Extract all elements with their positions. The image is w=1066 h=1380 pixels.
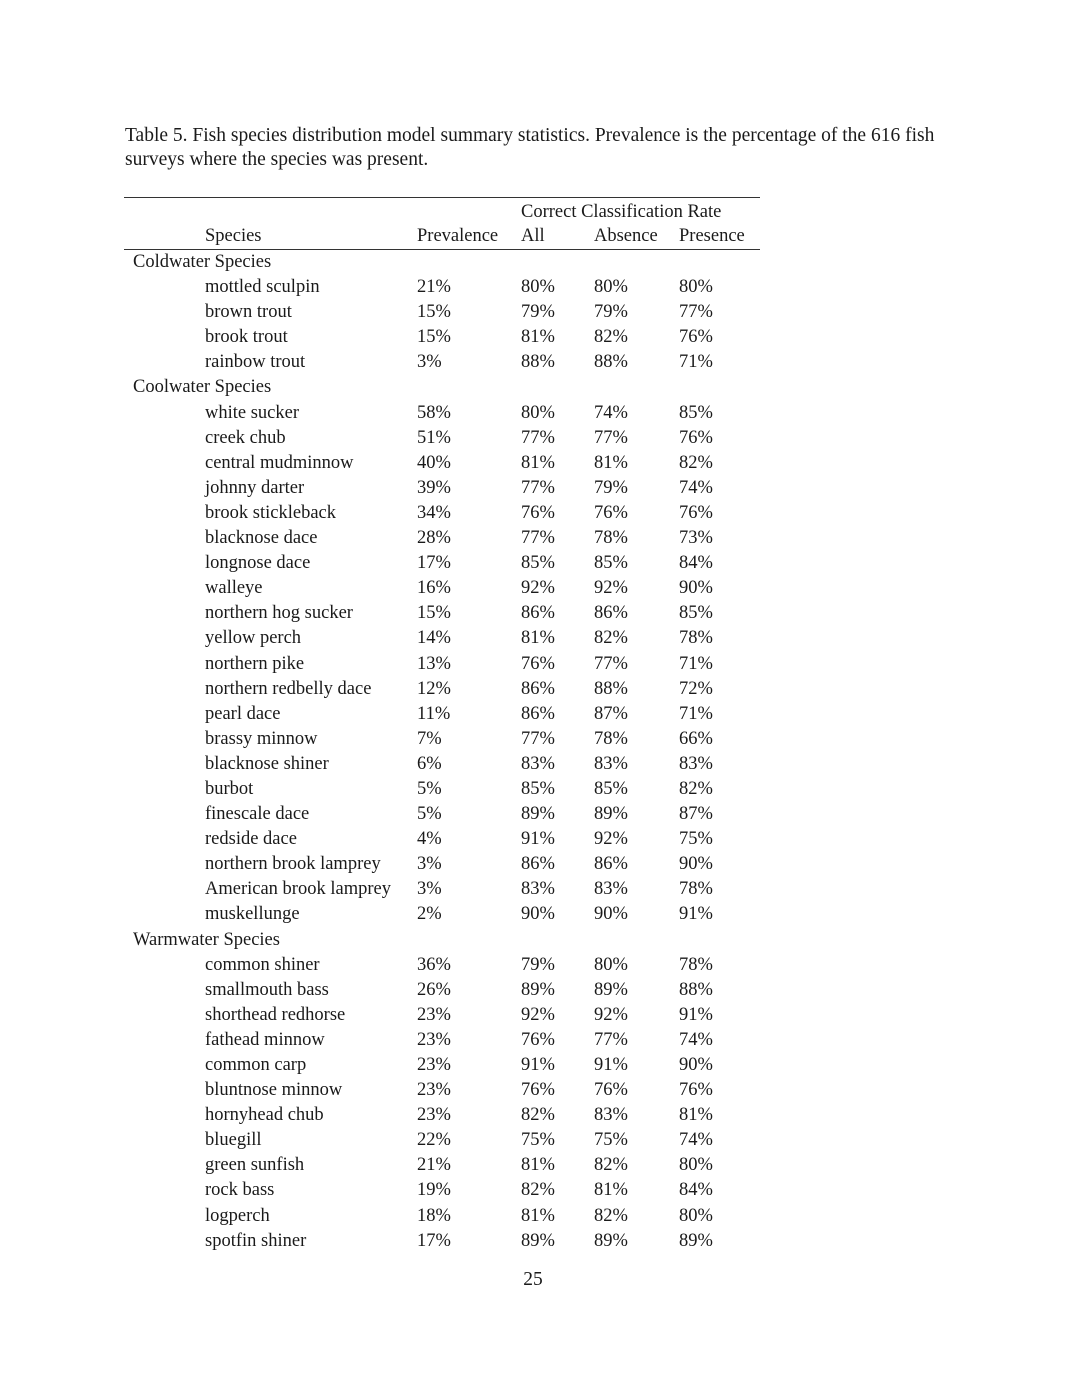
absence-rate-value: 92% xyxy=(594,1004,628,1025)
absence-rate-value: 75% xyxy=(594,1130,628,1151)
all-rate-value: 86% xyxy=(521,678,555,699)
prevalence-value: 14% xyxy=(417,628,451,649)
presence-rate-value: 76% xyxy=(679,502,713,523)
table-row xyxy=(124,300,760,325)
species-name: longnose dace xyxy=(205,553,311,574)
species-name: brown trout xyxy=(205,302,292,323)
prevalence-value: 18% xyxy=(417,1205,451,1226)
species-name: brook stickleback xyxy=(205,502,336,523)
presence-rate-value: 90% xyxy=(679,1055,713,1075)
all-rate-value: 86% xyxy=(521,603,555,624)
all-rate-value: 80% xyxy=(521,402,555,423)
presence-rate-value: 84% xyxy=(679,1180,713,1201)
presence-rate-value: 91% xyxy=(679,1004,713,1025)
presence-rate-value: 80% xyxy=(679,1155,713,1176)
table-row xyxy=(124,1003,760,1028)
species-name: burbot xyxy=(205,778,254,799)
absence-rate-value: 92% xyxy=(594,829,628,850)
species-name: pearl dace xyxy=(205,703,281,724)
table-row xyxy=(124,551,760,576)
header-all: All xyxy=(521,226,545,246)
presence-rate-value: 76% xyxy=(679,327,713,348)
absence-rate-value: 77% xyxy=(594,653,628,674)
presence-rate-value: 90% xyxy=(679,578,713,599)
group-row xyxy=(124,928,760,953)
group-label: Coolwater Species xyxy=(133,377,272,398)
prevalence-value: 16% xyxy=(417,578,451,599)
presence-rate-value: 78% xyxy=(679,954,713,975)
table-row xyxy=(124,802,760,827)
absence-rate-value: 85% xyxy=(594,553,628,574)
table-row xyxy=(124,752,760,777)
species-name: northern pike xyxy=(205,653,305,674)
all-rate-value: 85% xyxy=(521,778,555,799)
species-name: walleye xyxy=(205,578,263,599)
species-name: bluntnose minnow xyxy=(205,1080,343,1101)
prevalence-value: 17% xyxy=(417,1230,451,1251)
species-table xyxy=(124,197,760,1254)
presence-rate-value: 78% xyxy=(679,879,713,900)
all-rate-value: 81% xyxy=(521,628,555,649)
absence-rate-value: 82% xyxy=(594,1155,628,1176)
table-row xyxy=(124,677,760,702)
species-name: blacknose dace xyxy=(205,528,318,549)
species-name: johnny darter xyxy=(205,477,305,498)
prevalence-value: 15% xyxy=(417,327,451,348)
absence-rate-value: 89% xyxy=(594,1230,628,1251)
prevalence-value: 15% xyxy=(417,302,451,323)
presence-rate-value: 74% xyxy=(679,1130,713,1151)
group-row xyxy=(124,250,760,275)
species-name: blacknose shiner xyxy=(205,753,329,774)
all-rate-value: 77% xyxy=(521,427,555,448)
table-row xyxy=(124,626,760,651)
prevalence-value: 23% xyxy=(417,1105,451,1126)
table-row xyxy=(124,350,760,375)
presence-rate-value: 76% xyxy=(679,1080,713,1101)
species-name: creek chub xyxy=(205,427,286,448)
absence-rate-value: 78% xyxy=(594,728,628,749)
table-row xyxy=(124,1153,760,1178)
table-row xyxy=(124,1053,760,1078)
header-species: Species xyxy=(205,226,262,246)
prevalence-value: 22% xyxy=(417,1130,451,1151)
table-row xyxy=(124,777,760,802)
table-row xyxy=(124,902,760,927)
all-rate-value: 77% xyxy=(521,728,555,749)
absence-rate-value: 89% xyxy=(594,804,628,825)
species-name: common carp xyxy=(205,1055,307,1075)
table-row xyxy=(124,1229,760,1254)
prevalence-value: 17% xyxy=(417,553,451,574)
presence-rate-value: 71% xyxy=(679,653,713,674)
prevalence-value: 39% xyxy=(417,477,451,498)
header-prevalence: Prevalence xyxy=(417,226,499,246)
presence-rate-value: 85% xyxy=(679,603,713,624)
table-row xyxy=(124,852,760,877)
all-rate-value: 85% xyxy=(521,553,555,574)
species-name: white sucker xyxy=(205,402,300,423)
all-rate-value: 77% xyxy=(521,477,555,498)
absence-rate-value: 89% xyxy=(594,979,628,1000)
presence-rate-value: 77% xyxy=(679,302,713,323)
species-name: American brook lamprey xyxy=(205,879,391,900)
prevalence-value: 58% xyxy=(417,402,451,423)
presence-rate-value: 82% xyxy=(679,452,713,473)
all-rate-value: 76% xyxy=(521,1080,555,1101)
presence-rate-value: 85% xyxy=(679,402,713,423)
species-name: rainbow trout xyxy=(205,352,306,373)
absence-rate-value: 88% xyxy=(594,352,628,373)
absence-rate-value: 82% xyxy=(594,1205,628,1226)
absence-rate-value: 90% xyxy=(594,904,628,925)
table-row xyxy=(124,1128,760,1153)
table-row xyxy=(124,401,760,426)
all-rate-value: 83% xyxy=(521,753,555,774)
species-name: hornyhead chub xyxy=(205,1105,324,1126)
absence-rate-value: 81% xyxy=(594,452,628,473)
table-row xyxy=(124,601,760,626)
presence-rate-value: 88% xyxy=(679,979,713,1000)
all-rate-value: 81% xyxy=(521,327,555,348)
table-row xyxy=(124,451,760,476)
all-rate-value: 88% xyxy=(521,352,555,373)
all-rate-value: 81% xyxy=(521,1155,555,1176)
table-row xyxy=(124,325,760,350)
all-rate-value: 81% xyxy=(521,1205,555,1226)
header-row-columns xyxy=(124,224,760,249)
all-rate-value: 92% xyxy=(521,578,555,599)
all-rate-value: 76% xyxy=(521,502,555,523)
presence-rate-value: 81% xyxy=(679,1105,713,1126)
table-row xyxy=(124,877,760,902)
absence-rate-value: 80% xyxy=(594,954,628,975)
prevalence-value: 34% xyxy=(417,502,451,523)
table-row xyxy=(124,476,760,501)
presence-rate-value: 87% xyxy=(679,804,713,825)
absence-rate-value: 86% xyxy=(594,603,628,624)
prevalence-value: 2% xyxy=(417,904,442,925)
all-rate-value: 76% xyxy=(521,653,555,674)
absence-rate-value: 80% xyxy=(594,277,628,298)
absence-rate-value: 81% xyxy=(594,1180,628,1201)
absence-rate-value: 74% xyxy=(594,402,628,423)
all-rate-value: 91% xyxy=(521,1055,555,1075)
prevalence-value: 6% xyxy=(417,753,442,774)
prevalence-value: 5% xyxy=(417,804,442,825)
species-name: central mudminnow xyxy=(205,452,354,473)
prevalence-value: 3% xyxy=(417,854,442,875)
all-rate-value: 82% xyxy=(521,1105,555,1126)
absence-rate-value: 87% xyxy=(594,703,628,724)
table-caption: Table 5. Fish species distribution model summary statistics. Prevalence is the percentage of the 616 fish surveys where the species was present. xyxy=(125,125,935,170)
species-name: shorthead redhorse xyxy=(205,1004,346,1025)
table-row xyxy=(124,1028,760,1053)
prevalence-value: 36% xyxy=(417,954,451,975)
all-rate-value: 82% xyxy=(521,1180,555,1201)
presence-rate-value: 72% xyxy=(679,678,713,699)
presence-rate-value: 84% xyxy=(679,553,713,574)
species-name: bluegill xyxy=(205,1130,262,1151)
species-name: brassy minnow xyxy=(205,728,318,749)
all-rate-value: 79% xyxy=(521,954,555,975)
absence-rate-value: 76% xyxy=(594,502,628,523)
all-rate-value: 86% xyxy=(521,854,555,875)
prevalence-value: 23% xyxy=(417,1029,451,1050)
all-rate-value: 75% xyxy=(521,1130,555,1151)
all-rate-value: 89% xyxy=(521,804,555,825)
table-row xyxy=(124,978,760,1003)
group-label: Warmwater Species xyxy=(133,929,280,950)
prevalence-value: 13% xyxy=(417,653,451,674)
presence-rate-value: 80% xyxy=(679,277,713,298)
prevalence-value: 3% xyxy=(417,879,442,900)
absence-rate-value: 88% xyxy=(594,678,628,699)
all-rate-value: 77% xyxy=(521,528,555,549)
table-row xyxy=(124,1103,760,1128)
presence-rate-value: 75% xyxy=(679,829,713,850)
table-row xyxy=(124,426,760,451)
group-label: Coldwater Species xyxy=(133,252,272,272)
page-number: 25 xyxy=(523,1269,543,1290)
presence-rate-value: 91% xyxy=(679,904,713,925)
table-row xyxy=(124,1204,760,1229)
all-rate-value: 76% xyxy=(521,1029,555,1050)
absence-rate-value: 85% xyxy=(594,778,628,799)
table-row xyxy=(124,526,760,551)
species-name: rock bass xyxy=(205,1180,275,1201)
species-name: northern brook lamprey xyxy=(205,854,381,875)
prevalence-value: 40% xyxy=(417,452,451,473)
absence-rate-value: 77% xyxy=(594,427,628,448)
table-row xyxy=(124,727,760,752)
all-rate-value: 90% xyxy=(521,904,555,925)
presence-rate-value: 71% xyxy=(679,352,713,373)
absence-rate-value: 83% xyxy=(594,1105,628,1126)
absence-rate-value: 76% xyxy=(594,1080,628,1101)
header-absence: Absence xyxy=(594,226,658,246)
prevalence-value: 11% xyxy=(417,703,451,724)
absence-rate-value: 91% xyxy=(594,1055,628,1075)
table-row xyxy=(124,275,760,300)
absence-rate-value: 83% xyxy=(594,753,628,774)
prevalence-value: 15% xyxy=(417,603,451,624)
table-row xyxy=(124,702,760,727)
presence-rate-value: 74% xyxy=(679,1029,713,1050)
prevalence-value: 26% xyxy=(417,979,451,1000)
species-name: fathead minnow xyxy=(205,1029,325,1050)
table-row xyxy=(124,576,760,601)
table-row xyxy=(124,953,760,978)
all-rate-value: 89% xyxy=(521,1230,555,1251)
absence-rate-value: 79% xyxy=(594,477,628,498)
prevalence-value: 28% xyxy=(417,528,451,549)
presence-rate-value: 80% xyxy=(679,1205,713,1226)
absence-rate-value: 82% xyxy=(594,628,628,649)
all-rate-value: 92% xyxy=(521,1004,555,1025)
presence-rate-value: 83% xyxy=(679,753,713,774)
absence-rate-value: 78% xyxy=(594,528,628,549)
presence-rate-value: 78% xyxy=(679,628,713,649)
prevalence-value: 4% xyxy=(417,829,442,850)
prevalence-value: 51% xyxy=(417,427,451,448)
species-name: spotfin shiner xyxy=(205,1230,307,1251)
table-row xyxy=(124,827,760,852)
absence-rate-value: 92% xyxy=(594,578,628,599)
species-name: redside dace xyxy=(205,829,297,850)
all-rate-value: 80% xyxy=(521,277,555,298)
presence-rate-value: 90% xyxy=(679,854,713,875)
presence-rate-value: 73% xyxy=(679,528,713,549)
prevalence-value: 19% xyxy=(417,1180,451,1201)
group-row xyxy=(124,375,760,400)
table-row xyxy=(124,652,760,677)
species-name: northern hog sucker xyxy=(205,603,353,624)
presence-rate-value: 74% xyxy=(679,477,713,498)
all-rate-value: 79% xyxy=(521,302,555,323)
prevalence-value: 7% xyxy=(417,728,442,749)
absence-rate-value: 83% xyxy=(594,879,628,900)
prevalence-value: 21% xyxy=(417,1155,451,1176)
species-name: northern redbelly dace xyxy=(205,678,372,699)
header-presence: Presence xyxy=(679,226,745,246)
prevalence-value: 21% xyxy=(417,277,451,298)
header-correct-classification-rate: Correct Classification Rate xyxy=(521,202,722,222)
species-name: logperch xyxy=(205,1205,270,1226)
species-name: smallmouth bass xyxy=(205,979,329,1000)
table-row xyxy=(124,501,760,526)
absence-rate-value: 77% xyxy=(594,1029,628,1050)
species-name: brook trout xyxy=(205,327,288,348)
absence-rate-value: 79% xyxy=(594,302,628,323)
species-name: common shiner xyxy=(205,954,320,975)
species-name: muskellunge xyxy=(205,904,300,925)
table-row xyxy=(124,1078,760,1103)
all-rate-value: 86% xyxy=(521,703,555,724)
prevalence-value: 5% xyxy=(417,778,442,799)
prevalence-value: 23% xyxy=(417,1080,451,1101)
prevalence-value: 3% xyxy=(417,352,442,373)
all-rate-value: 91% xyxy=(521,829,555,850)
all-rate-value: 89% xyxy=(521,979,555,1000)
species-name: mottled sculpin xyxy=(205,277,320,298)
absence-rate-value: 82% xyxy=(594,327,628,348)
species-name: green sunfish xyxy=(205,1155,305,1176)
table-row xyxy=(124,1178,760,1203)
header-row-spanning xyxy=(124,198,760,224)
presence-rate-value: 71% xyxy=(679,703,713,724)
absence-rate-value: 86% xyxy=(594,854,628,875)
prevalence-value: 23% xyxy=(417,1004,451,1025)
table-body xyxy=(124,250,760,1254)
prevalence-value: 12% xyxy=(417,678,451,699)
species-name: finescale dace xyxy=(205,804,310,825)
prevalence-value: 23% xyxy=(417,1055,451,1075)
presence-rate-value: 89% xyxy=(679,1230,713,1251)
species-name: yellow perch xyxy=(205,628,302,649)
presence-rate-value: 76% xyxy=(679,427,713,448)
all-rate-value: 81% xyxy=(521,452,555,473)
presence-rate-value: 82% xyxy=(679,778,713,799)
all-rate-value: 83% xyxy=(521,879,555,900)
presence-rate-value: 66% xyxy=(679,728,713,749)
